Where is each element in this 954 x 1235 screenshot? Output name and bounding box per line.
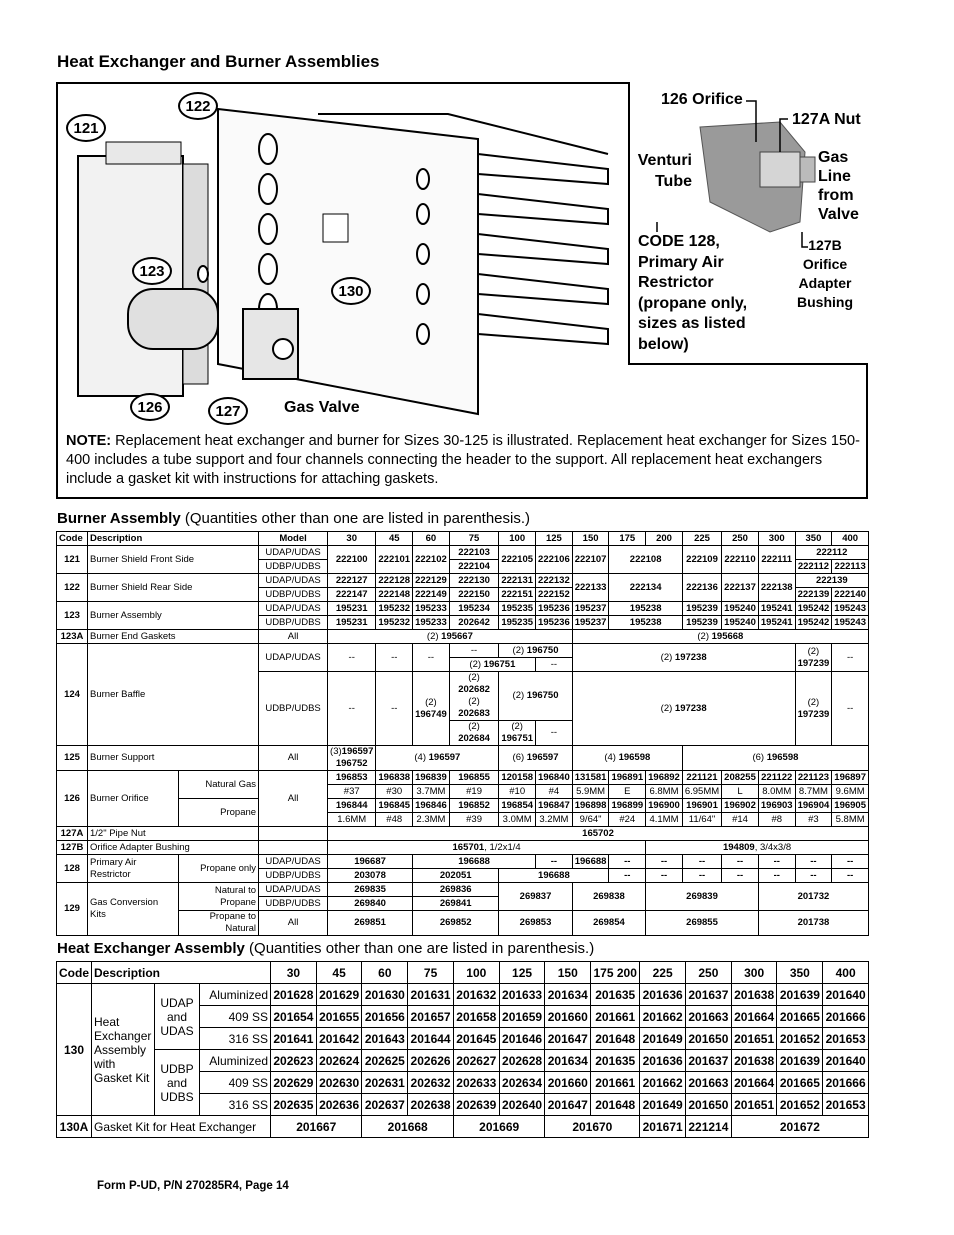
callout-130: 130 [331, 277, 371, 305]
table-header-row: Code Description Model 30 45 60 75 100 125 150 175 200 225 250 300 350 400 [57, 532, 869, 546]
callout-126: 126 [130, 393, 170, 421]
callout-121: 121 [66, 114, 106, 142]
burner-table: Code Description Model 30 45 60 75 100 125 150 175 200 225 250 300 350 400 121 Burner Shield Front Side UDAP/UDAS 222100 222101 222102 222103 222105 222106 222107 222108 222109 222110 222111 222112 UDBP/UDBS 222104 222112 222113 122 Burner Shield Rear Side UDAP/UDAS 222127 222128 222129 222130 222131 222132 222133 222134 222136 222137 222138 222139 UDBP/UDBS 222147 222148 222149 222150 222151 222152 222139 222140 123 Burner Assembly UDAP/UDAS 195231 195232 195233 195234 195235 195236 195237 195238 195239 195240 195241 195242 195243 UDBP/UDBS 195231 195232 195233 202642 195235 195236 195237 195238 195239 195240 195241 195242 195243 123A Burner End Gaskets All (2) 195667 (2) 195668 124 Burner Baffle UDAP/UDAS -- -- -- -- (2) 196750 (2) 197238 (2) 197239 -- (2) 196751 -- UDBP/UDBS -- -- (2) 196749 (2) 202682 (2) 202683 (2) 196750 (2) 197238 (2) 197239 -- (2) 202684 (2) 196751 -- 125 Burner Support All (3)196597 196752 (4) 196597 (6) 196597 (4) 196598 (6) 196598 126 Burner Orifice Natural Gas All 196853 196838 196839 196855 120158 196840 131581 196891 196892 221121 208255 221122 221123 196897 #37 #30 3.7MM #19 #10 #4 5.9MM E 6.8MM 6.95MM L 8.0MM 8.7MM 9.6MM Propane 196844 196845 196846 196852 196854 196847 196898 196899 196900 196901 196902 196903 196904 196905 1.6MM #48 2.3MM #39 3.0MM 3.2MM 9/64" #24 4.1MM 11/64" #14 #8 #3 5.8MM 127A 1/2" Pipe Nut 165702 127B Orifice Adapter Bushing 165701, 1/2x1/4 194809, 3/4x3/8 128 Primary Air Restrictor Propane only UDAP/UDAS 196687 196688 -- 196688 -- -- -- -- -- -- -- UDBP/UDBS 203078 202051 196688 -- -- -- -- -- -- -- 129 Gas Conversion Kits Natural to Propane UDAP/UDAS 269835 269836 269837 269838 269839 201732 UDBP/UDBS 269840 269841 Propane to Natural All 269851 269852 269853 269854 269855 201738 [56, 531, 869, 936]
venturi-label: Venturi Tube [637, 152, 692, 190]
figure-note [66, 432, 861, 489]
code-128-label: CODE 128, Primary Air Restrictor (propane only, sizes as listed below) [638, 233, 748, 353]
callout-122: 122 [178, 92, 218, 120]
orifice-inset [628, 82, 868, 365]
note-text: Replacement heat exchanger and burner for Sizes 30-125 is illustrated. Replacement heat exchanger for Sizes 150-400 includes a tube support and four channels connecting the header to the support. All replacement heat exchangers include a gasket kit with instructions for attaching gaskets. [66, 433, 860, 487]
gas-line-label: Gas Line from Valve [818, 149, 859, 223]
callout-123: 123 [132, 257, 172, 285]
burner-section-title: Burner Assembly (Quantities other than one are listed in parenthesis.) [57, 510, 531, 527]
note-label: NOTE: [66, 433, 112, 449]
heat-exchanger-table: Code Description 30 45 60 75 100 125 150 175 200 225 250 300 350 400 130 Heat Exchanger Assembly with Gasket Kit UDAP and UDAS Aluminized 201628 201629 201630 201631 201632 201633 201634 201635 201636 201637 201638 201639 201640 409 SS 201654 201655 201656 201657 201658 201659 201660 201661 201662 201663 201664 201665 201666 316 SS 201641 201642 201643 201644 201645 201646 201647 201648 201649 201650 201651 201652 201653 UDBP and UDBS Aluminized 202623 202624 202625 202626 202627 202628 201634 201635 201636 201637 201638 201639 201640 409 SS 202629 202630 202631 202632 202633 202634 201660 201661 201662 201663 201664 201665 201666 316 SS 202635 202636 202637 202638 202639 202640 201647 201648 201649 201650 201651 201652 201653 130A Gasket Kit for Heat Exchanger 201667 201668 201669 201670 201671 221214 201672 [56, 961, 869, 1138]
orifice-label: 126 Orifice [661, 91, 743, 108]
page-footer: Form P-UD, P/N 270285R4, Page 14 [97, 1180, 289, 1192]
table-header-row: Code Description 30 45 60 75 100 125 150 175 200 225 250 300 350 400 [57, 962, 869, 984]
hx-section-title: Heat Exchanger Assembly (Quantities other than one are listed in parenthesis.) [57, 940, 595, 957]
gas-valve-label: Gas Valve [284, 399, 360, 416]
page-title: Heat Exchanger and Burner Assemblies [57, 52, 380, 71]
bushing-label: 127B Orifice Adapter Bushing [797, 237, 853, 310]
callout-127: 127 [208, 397, 248, 425]
nut-label: 127A Nut [792, 111, 861, 128]
